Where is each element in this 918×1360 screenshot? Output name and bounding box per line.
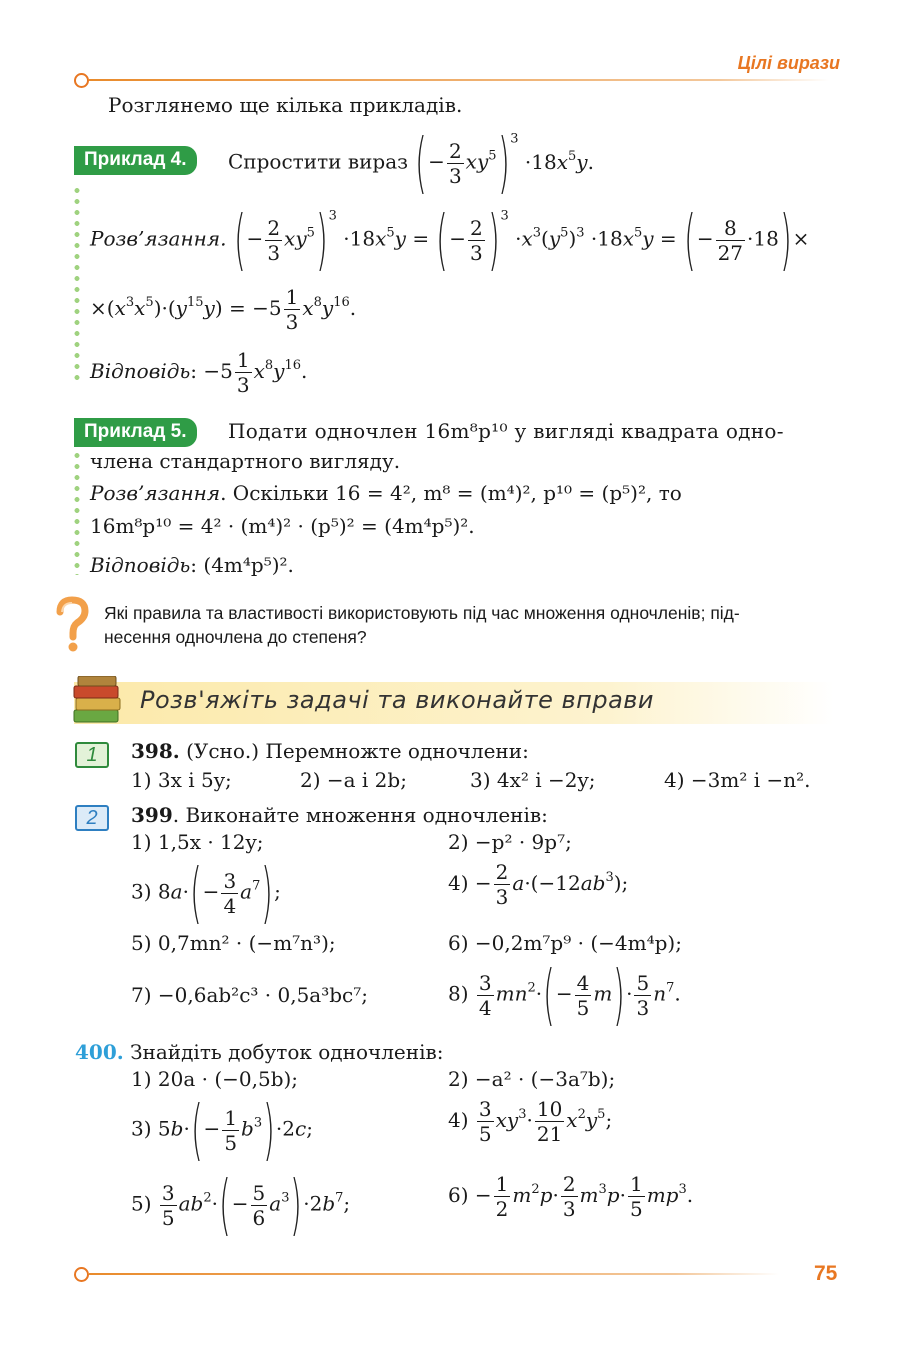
- ex399-item-2: 2) −p² · 9p⁷;: [448, 830, 572, 854]
- ex399-item-3: 3) 8a·(− $\frac{3}{4}$ $a^7$);: [131, 854, 281, 931]
- ex400-item-3-label: 3): [131, 1116, 152, 1141]
- section-title: Цілі вирази: [737, 53, 840, 73]
- ex399-title-text: . Виконайте множення одночленів:: [172, 803, 548, 827]
- footer-rule: [89, 1273, 779, 1275]
- example5-answer-value: : (4m⁴p⁵)².: [190, 553, 294, 577]
- intro-text: Розглянемо ще кілька прикладів.: [108, 93, 463, 117]
- example4-answer: Відповідь: −5 $\frac{1}{3}$ $x^8y^{16}$.: [90, 348, 308, 397]
- footer-circle: [74, 1267, 89, 1282]
- ex398-title: [131, 739, 529, 763]
- example5-answer: [90, 553, 294, 577]
- ex398-item-1: 1) 3x і 5y;: [131, 768, 232, 792]
- example4-solution-line2: $\times(x^3x^5)\cdot(y^{15}y) = -5$ $\frac{1}{3}$ $x^8y^{16}$.: [90, 285, 357, 334]
- ex399-item-7: 7) −0,6ab²c³ · 0,5a³bc⁷;: [131, 983, 368, 1007]
- example5-task-line1: Подати одночлен 16m⁸p¹⁰ у вигляді квадрата одно-: [228, 419, 784, 443]
- example5-task-line2: члена стандартного вигляду.: [90, 449, 401, 473]
- ex400-title-text: Знайдіть добуток одночленів:: [123, 1040, 444, 1064]
- ex399-item-4: 4) − $\frac{2}{3}$ $a\cdot(-12ab^3)$;: [448, 860, 629, 909]
- question-icon: [52, 596, 92, 654]
- page-number: 75: [814, 1262, 838, 1285]
- ex400-item-4: 4) $\frac{3}{5}$ $xy^3\cdot$ $\frac{10}{21}$ $x^2y^5$;: [448, 1097, 613, 1146]
- ex400-item-5-label: 5): [131, 1191, 152, 1216]
- example4-task: Спростити вираз (− $\frac{2}{3}$ $xy^5)^3 \cdot 18x^5y$.: [228, 124, 594, 201]
- example4-solution-label: Розв’язання.: [90, 226, 227, 251]
- ex399-item-6: 6) −0,2m⁷p⁹ · (−4m⁴p);: [448, 931, 682, 955]
- ex398-item-2: 2) −a і 2b;: [300, 768, 407, 792]
- example5-solution-line2: 16m⁸p¹⁰ = 4² · (m⁴)² · (p⁵)² = (4m⁴p⁵)².: [90, 514, 475, 538]
- example5-dots: [74, 450, 80, 575]
- example5-badge: Приклад 5.: [74, 418, 197, 447]
- ex399-item-1: 1) 1,5x · 12y;: [131, 830, 264, 854]
- books-icon: [72, 676, 124, 726]
- ex400-item-3: 3) 5b·(− $\frac{1}{5}$ $b^3)\cdot 2c$;: [131, 1091, 313, 1168]
- tasks-banner-title: Розв'яжіть задачі та виконайте вправи: [140, 686, 655, 714]
- header-circle: [74, 73, 89, 88]
- ex400-item-2: 2) −a² · (−3a⁷b);: [448, 1067, 616, 1091]
- example4-dots: [74, 185, 80, 380]
- header-rule: [89, 79, 829, 81]
- example5-solution-label: Розв’язання: [90, 481, 221, 505]
- ex398-item-4: 4) −3m² і −n².: [664, 768, 811, 792]
- ex399-item-8: 8) $\frac{3}{4}$ $mn^2\cdot(-$ $\frac{4}{5}$ m)· $\frac{5}{3}$ $n^7$.: [448, 956, 681, 1033]
- ex398-number: 398.: [131, 739, 180, 763]
- ex400-title: [75, 1040, 443, 1064]
- ex400-number: 400.: [75, 1040, 124, 1064]
- example5-solution-text: . Оскільки 16 = 4², m⁸ = (m⁴)², p¹⁰ = (p⁵)², то: [220, 481, 682, 505]
- level-box-1: 1: [75, 742, 109, 768]
- example4-answer-label: Відповідь: [90, 359, 191, 383]
- example4-task-text: Спростити вираз: [228, 149, 409, 174]
- ex399-item-4-label: 4): [448, 871, 469, 895]
- ex400-item-4-label: 4): [448, 1108, 469, 1132]
- ex399-item-8-label: 8): [448, 981, 469, 1006]
- ex398-item-3: 3) 4x² і −2y;: [470, 768, 596, 792]
- ex400-item-5: 5) $\frac{3}{5}$ $ab^2\cdot(-$ $\frac{5}{6}$ $a^3)\cdot 2b^7$;: [131, 1166, 351, 1243]
- question-line2: несення одночлена до степеня?: [104, 627, 367, 647]
- example5-answer-label: Відповідь: [90, 553, 191, 577]
- question-line1: Які правила та властивості використовують під час множення одночленів; під-: [104, 603, 740, 623]
- ex400-item-6-label: 6): [448, 1183, 469, 1207]
- ex399-title: [131, 803, 548, 827]
- ex399-item-5: 5) 0,7mn² · (−m⁷n³);: [131, 931, 336, 955]
- ex398-title-text: (Усно.) Перемножте одночлени:: [179, 739, 529, 763]
- ex400-item-6: 6) − $\frac{1}{2}$ $m^2p\cdot$ $\frac{2}{3}$ $m^3p\cdot$ $\frac{1}{5}$ $mp^3$.: [448, 1172, 694, 1221]
- ex399-number: 399: [131, 803, 173, 827]
- ex399-item-3-label: 3): [131, 879, 152, 904]
- example4-solution-line1: Розв’язання. (− $\frac{2}{3}$ $xy^5)^3 \cdot 18x^5y$ = (− $\frac{2}{3}$ )$^3 \cdot x^3(y^5)^3 \cdot 18x^5y$ = (− $\frac{8}{27}$ ·18)×: [90, 201, 810, 278]
- example4-badge: Приклад 4.: [74, 146, 197, 175]
- level-box-2: 2: [75, 805, 109, 831]
- ex400-item-1: 1) 20a · (−0,5b);: [131, 1067, 299, 1091]
- example5-solution-line1: [90, 481, 682, 505]
